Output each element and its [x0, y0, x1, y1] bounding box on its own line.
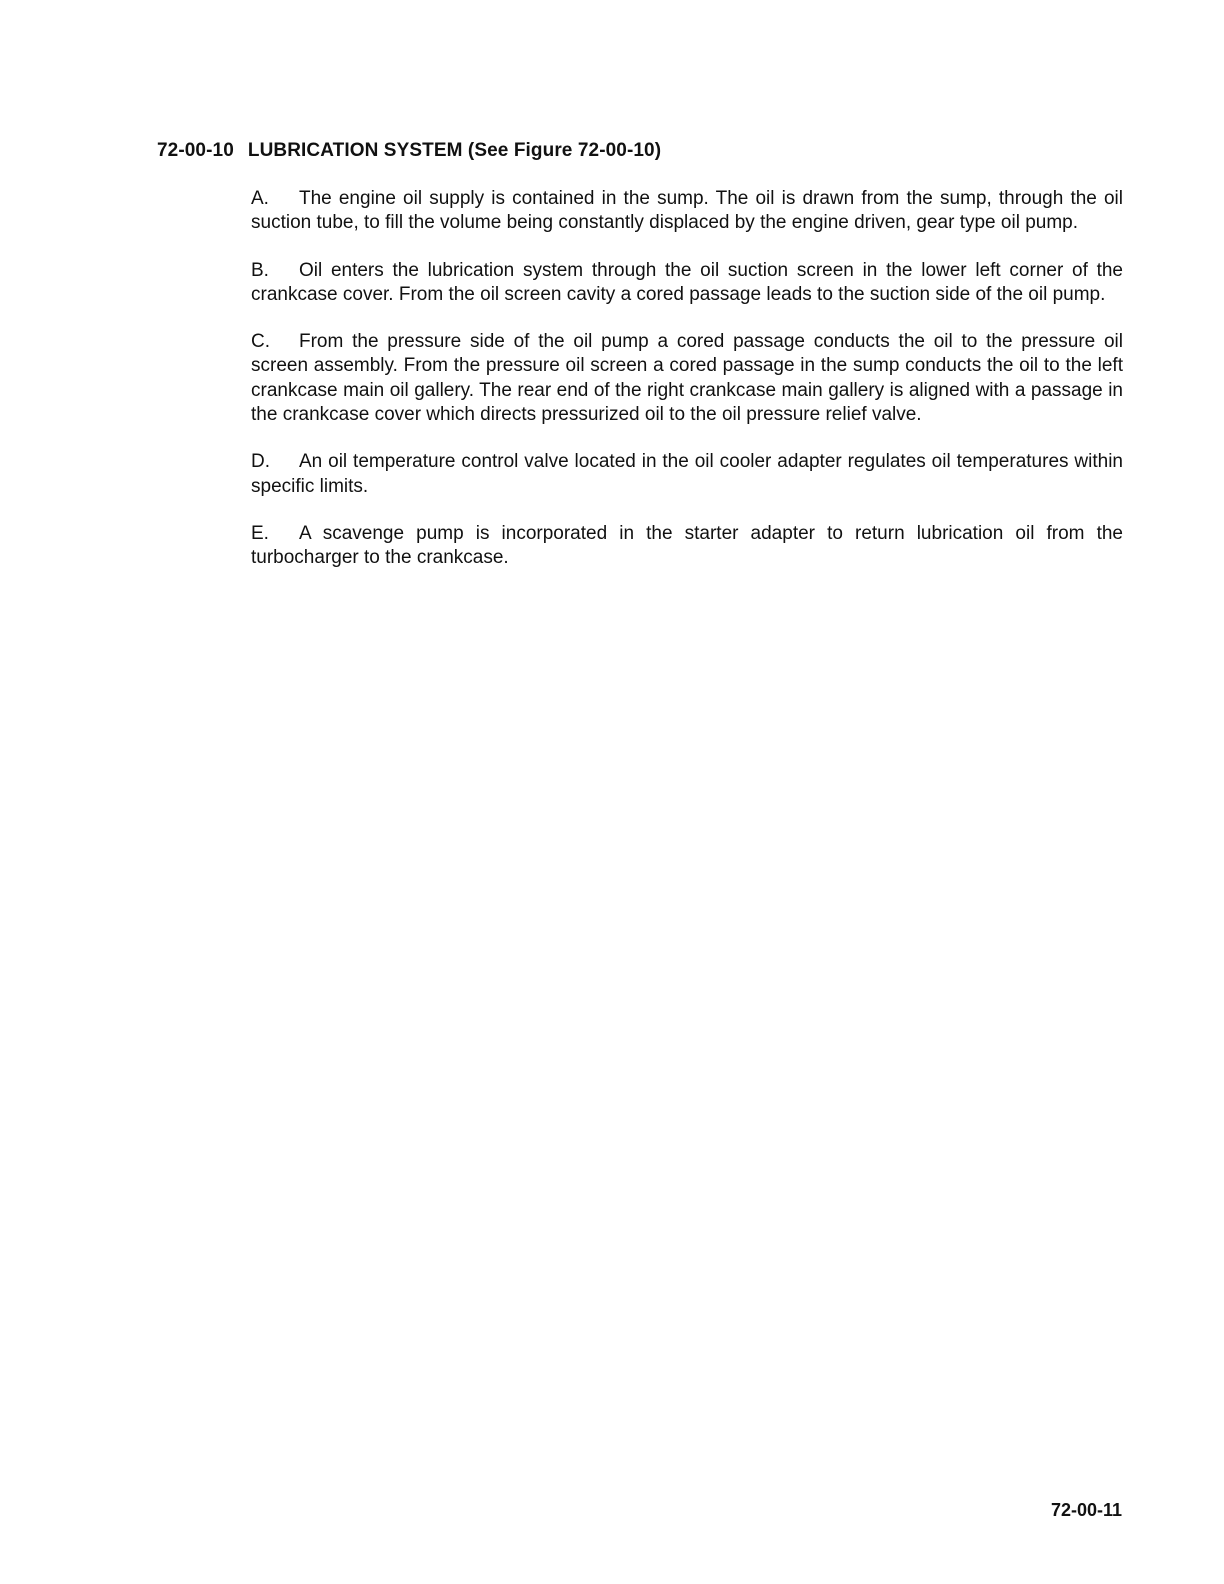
paragraph-text: An oil temperature control valve located in the oil cooler adapter regulates oil temperatures within specific limits. [251, 451, 1123, 497]
paragraph-d [251, 450, 1123, 499]
page-number: 72-00-11 [1050, 1500, 1122, 1520]
paragraph-b [251, 259, 1123, 308]
paragraph-letter: B. [251, 259, 269, 281]
paragraph-letter: E. [251, 522, 269, 544]
paragraph-c [251, 330, 1123, 427]
paragraph-e [251, 522, 1123, 571]
section-heading [157, 140, 661, 162]
paragraph-letter: C. [251, 331, 270, 353]
section-body [251, 187, 1123, 594]
paragraph-letter: D. [251, 451, 270, 473]
paragraph-text: From the pressure side of the oil pump a cored passage conducts the oil to the pressure oil screen assembly. From the pressure oil screen a cored passage in the sump conducts the oil to the left crankcase main oil gallery. The rear end of the right crankcase main gallery is aligned with a passage in the crankcase cover which directs pressurized oil to the oil pressure relief valve. [251, 331, 1123, 426]
paragraph-text: A scavenge pump is incorporated in the starter adapter to return lubrication oil from the turbocharger to the crankcase. [251, 522, 1123, 569]
paragraph-letter: A. [251, 188, 269, 209]
section-title: LUBRICATION SYSTEM (See Figure 72-00-10) [247, 140, 662, 161]
section-number: 72-00-10 [157, 140, 234, 161]
paragraph-text: Oil enters the lubrication system through the oil suction screen in the lower left corner of the crankcase cover. From the oil screen cavity a cored passage leads to the suction side of the oil pump. [251, 259, 1123, 305]
paragraph-a [251, 187, 1123, 236]
paragraph-text: The engine oil supply is contained in the sump. The oil is drawn from the sump, through the oil suction tube, to fill the volume being constantly displaced by the engine driven, gear type oil pump. [251, 188, 1123, 234]
